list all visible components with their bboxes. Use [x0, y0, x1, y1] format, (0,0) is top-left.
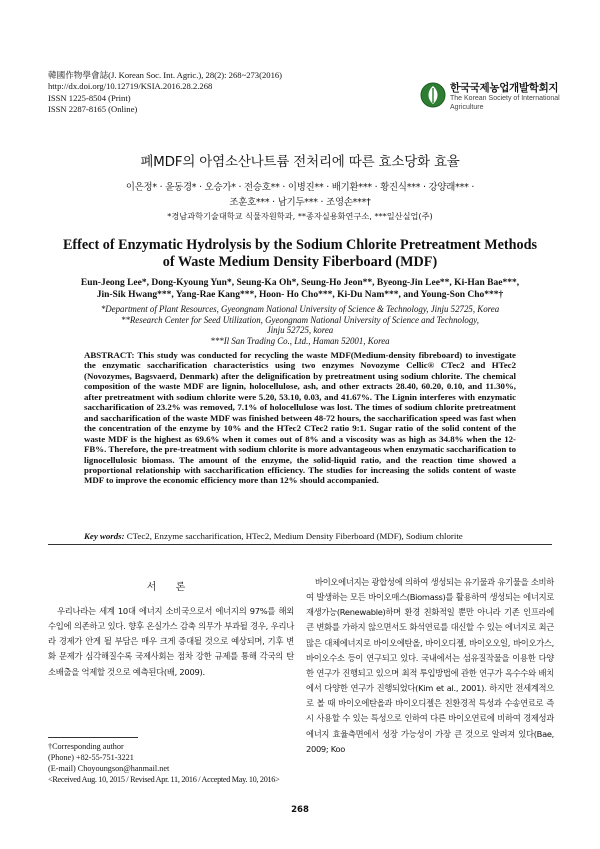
intro-paragraph-2: 바이오에너지는 광합성에 의하여 생성되는 유기물과 유기물을 소비하여 발생하는 모든 바이오매스(Biomass)를 활용하여 생성되는 에너지로 재생가능(Renewable)하며 환경 친화적일 뿐만 아니라 기존 인프라에 큰 변화를 가하지 않으면서도 화석연료를 대신할 수 있는 에너지로 최근 많은 대체에너지로 바이오에탄올, 바이오디젤, 바이오오일, 바이오가스, 바이오수소 등이 연구되고 있다. 국내에서는 섬유질작물을 이용한 다양한 연구가 진행되고 있으며 최적 투입방법에 관한 연구가 옥수수와 배치에서 다양한 연구가 진행되었다(Kim et al., 2001). 하지만 전세계적으로 볼 때 바이오에탄올과 바이오디젤은 친환경적 특성과 수송연료로 즉시 사용할 수 있는 특성으로 인하여 다른 바이오연료에 비하여 경제성과 에너지 효율측면에서 성장 가능성이 가장 큰 것으로 알려져 있다(Bae, 2009; Koo	[306, 577, 554, 754]
affiliation-english-line3: Jinju 52725, korea	[266, 325, 334, 335]
keywords-label: Key words:	[84, 531, 125, 541]
title-korean: 폐MDF의 아염소산나트륨 전처리에 따른 효소당화 효율	[140, 154, 460, 170]
authors-english	[40, 278, 560, 301]
section-divider	[48, 544, 552, 545]
authors-english-line1: Eun-Jeong Lee*, Dong-Kyoung Yun*, Seung-Ka Oh*, Seung-Ho Jeon**, Byeong-Jin Lee**, Ki-Han Bae***,	[80, 278, 520, 288]
footnote-phone: (Phone) +82-55-751-3221	[48, 753, 134, 763]
authors-korean-line2: 조훈호*** · 남기두*** · 조영손***†	[229, 197, 371, 208]
affiliation-english	[40, 304, 560, 346]
society-emblem-icon	[420, 82, 446, 108]
intro-paragraph-1: 우리나라는 세계 10대 에너지 소비국으로서 에너지의 97%를 해외수입에 의존하고 있다. 향후 온실가스 감축 의무가 부과될 경우, 우리나라 경제가 안게 될 부담은 매우 크게 증대될 것으로 예상되며, 기후 변화 문제가 심각해질수록 국제사회는 점차 강한 규제를 통해 각국의 탄소배출을 억제할 것으로 예측된다(배, 2009).	[48, 606, 294, 677]
footnote	[48, 741, 298, 785]
affiliation-english-line1: *Department of Plant Resources, Gyeongnam National University of Science & Technology, Jinju 52725, Korea	[100, 304, 500, 314]
authors-korean	[60, 180, 540, 210]
issn-online: ISSN 2287-8165 (Online)	[48, 103, 138, 114]
footnote-corresponding: †Corresponding author	[48, 742, 124, 751]
footnote-dates: <Received Aug. 10, 2015 / Revised Apr. 11, 2016 / Accepted May. 10, 2016>	[48, 775, 280, 785]
title-english-line1: Effect of Enzymatic Hydrolysis by the Sodium Chlorite Pretreatment Methods	[62, 237, 538, 253]
journal-header	[48, 70, 282, 115]
issn-print: ISSN 1225-8504 (Print)	[48, 92, 131, 103]
affiliation-english-line2: **Research Center for Seed Utilization, Gyeongnam National University of Science and Technology,	[121, 314, 479, 325]
intro-left-column	[48, 604, 294, 680]
keywords	[84, 531, 524, 542]
authors-english-line2: Jin-Sik Hwang***, Yang-Rae Kang***, Hoon- Ho Cho***, Ki-Du Nam***, and Young-Son Cho***†	[96, 289, 504, 300]
title-english	[40, 237, 560, 271]
affiliation-korean: *경남과학기술대학교 식물자원학과, **종자실용화연구소, ***일산실업(주)	[167, 211, 433, 221]
authors-korean-line1: 이은정* · 윤동경* · 오승가* · 전승호** · 이병진** · 배기환*** · 황진식*** · 강양래*** ·	[125, 182, 475, 193]
doi-link[interactable]: http://dx.doi.org/10.12719/KSIA.2016.28.2.268	[48, 81, 213, 92]
society-name-ko: 한국국제농업개발학회지	[450, 82, 559, 94]
society-logo	[420, 78, 570, 118]
intro-right-column	[306, 575, 554, 757]
page-number: 268	[291, 805, 309, 815]
section-heading-introduction: 서 론	[146, 582, 194, 593]
footnote-divider	[48, 737, 138, 738]
abstract: ABSTRACT: This study was conducted for recycling the waste MDF(Medium-density fibreboard) to investigate the enzymatic saccharification characteristics using two enzymes Novozyme Cellic® CTec2 and HTec2 (Novozymes, Bagsvaerd, Denmark) after the delignification by pretreatment using sodium chlorite. The chemical composition of the waste MDF are lignin, holocellulose, ash, and other extracts 28.40, 60.20, 0.10, and 11.30%, after pretreatment with sodium chlorite were 5.20, 53.10, 0.03, and 41.67%. The Lignin interferes with enzymatic saccharification of 23.2% was removed, 7.1% of holocellulose was lost. The times of sodium chlorite pretreatment and saccharification of the waste MDF was finished between 48-72 hours, the saccharification speed was fast when the concentration of the enzyme by 10% and the HTec2 CTec2 ratio 9:1. Sugar ratio of the solid content of the waste MDF is the highest as 69.6% when it comes out of 8% and a viscosity was as high as 34.8% when the 12-FB%. Therefore, the pre-treatment with sodium chlorite is more advantageous when enzymatic saccharification to lignocellulosic biomass. The amount of the enzyme, the solid-liquid ratio, and the reaction time showed a proportional relationship with saccharification efficiency. The studies for increasing the solids content of waste MDF to improve the economic efficiency more than 12% should accompanied.	[84, 350, 516, 486]
keywords-list: CTec2, Enzyme saccharification, HTec2, Medium Density Fiberboard (MDF), Sodium chlorite	[126, 531, 463, 541]
society-name-en: The Korean Society of International Agriculture	[450, 95, 560, 111]
footnote-email[interactable]: (E-mail) Choyoungson@hanmail.net	[48, 764, 170, 774]
title-english-line2: of Waste Medium Density Fiberboard (MDF)	[162, 254, 438, 270]
affiliation-english-line4: ***Il San Trading Co., Ltd., Haman 52001, Korea	[210, 335, 390, 346]
journal-citation: 韓國作物學會誌(J. Korean Soc. Int. Agric.), 28(2): 268~273(2016)	[48, 70, 283, 80]
